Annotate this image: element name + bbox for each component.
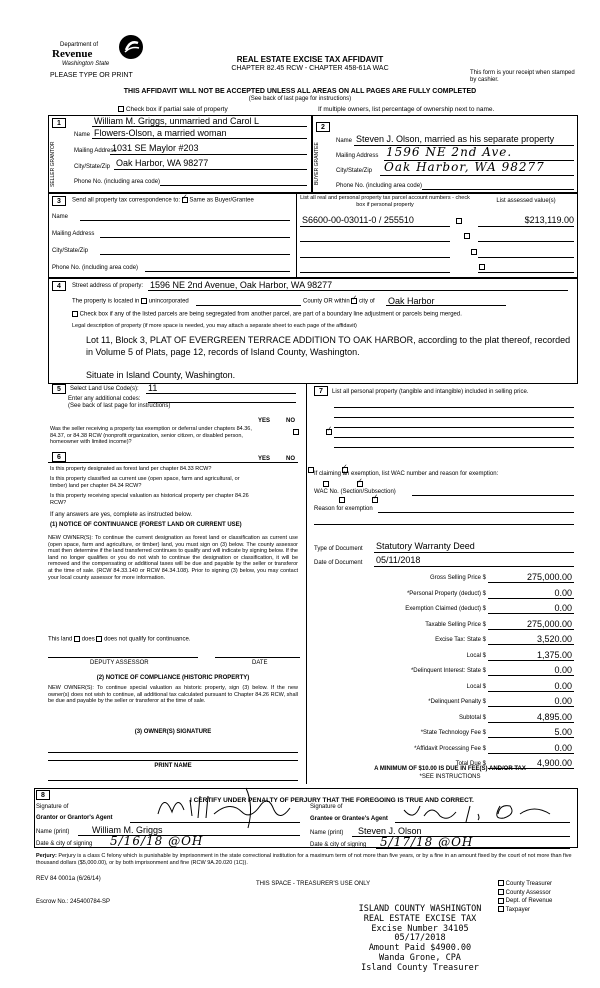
fee-label: Excise Tax: State $ — [435, 637, 486, 643]
section-3-num: 3 — [52, 196, 66, 206]
notice2-title: (2) NOTICE OF COMPLIANCE (HISTORIC PROPERTY) — [96, 675, 250, 681]
seller-city[interactable]: Oak Harbor, WA 98277 — [116, 158, 209, 168]
section-6-num: 6 — [52, 452, 66, 462]
buyer-name-label: Name — [336, 138, 353, 144]
grantor-name-label: Name (print) — [36, 829, 70, 835]
fee-value[interactable]: 0.00 — [554, 665, 572, 675]
section-4-num: 4 — [52, 281, 66, 291]
s6-q2-no[interactable] — [357, 481, 363, 487]
exemption-claim: If claiming an exemption, list WAC number and reason for exemption: — [314, 471, 499, 477]
treasurer-stamp: ISLAND COUNTY WASHINGTON REAL ESTATE EXCISE TAX Excise Number 34105 05/17/2018 Amount Paid $4900.00 Wanda Grone, CPA Island County Treasurer — [358, 904, 482, 973]
fee-label: Local $ — [466, 652, 486, 659]
section-8-num: 8 — [36, 790, 50, 800]
form-title: REAL ESTATE EXCISE TAX AFFIDAVIT — [236, 55, 384, 64]
fee-label: *State Technology Fee $ — [420, 730, 486, 736]
personal-property-label: List all personal property (tangible and intangible) included in selling price. — [332, 389, 529, 395]
s6-q3-yes[interactable] — [339, 497, 345, 503]
legal-description[interactable]: Lot 11, Block 3, PLAT OF EVERGREEN TERRACE ADDITION TO OAK HARBOR, according to the plat thereof, recorded in Volume 5 of Plats, page 12, records of Island County, Washington. — [86, 335, 571, 357]
partial-sale-checkbox[interactable] — [118, 106, 124, 112]
buyer-mailing[interactable]: 1596 NE 2nd Ave. — [386, 145, 513, 159]
wac-label: WAC No. (Section/Subsection) — [314, 489, 396, 495]
fee-label: *Delinquent Penalty $ — [428, 699, 486, 705]
section-7-num: 7 — [314, 386, 328, 396]
notice1-title: (1) NOTICE OF CONTINUANCE (FOREST LAND OR CURRENT USE) — [50, 522, 242, 528]
owner-signature-label: (3) OWNER(S) SIGNATURE — [134, 729, 212, 735]
multiple-owners: If multiple owners, list percentage of ownership next to name. — [318, 106, 495, 113]
grantor-name[interactable]: William M. Griggs — [92, 825, 163, 835]
s6-yes: YES — [258, 456, 271, 462]
parcel-header: List all real and personal property tax parcel account numbers - check box if personal property — [300, 195, 470, 208]
fee-label: Total Due $ — [455, 761, 486, 767]
certify: I CERTIFY UNDER PENALTY OF PERJURY THAT THE FOREGOING IS TRUE AND CORRECT. — [190, 797, 474, 804]
seller-name-line1[interactable]: William M. Griggs, unmarried and Carol L — [94, 116, 260, 126]
fee-value[interactable]: 0.00 — [554, 742, 572, 753]
doc-date-label: Date of Document — [314, 560, 363, 566]
dept-line3: Washington State — [62, 61, 110, 67]
revenue-logo-icon — [118, 34, 144, 60]
situate[interactable]: Situate in Island County, Washington. — [86, 370, 236, 380]
doc-type[interactable]: Statutory Warranty Deed — [376, 541, 475, 551]
legal-label: Legal description of property (if more space is needed, you may attach a separate sheet to each page of the affidavit) — [72, 323, 357, 329]
partial-sale-check[interactable]: Check box if partial sale of property — [118, 106, 228, 114]
this-land: This land does does not qualify for continuance. — [48, 636, 191, 643]
s5-question: Was the seller receiving a property tax exemption or deferral under chapters 84.36, 84.37, or 84.38 RCW (nonprofit organization, senior citizen, or disabled person, homeowner with limited income)? — [50, 426, 252, 446]
deputy-assessor: DEPUTY ASSESSOR — [90, 660, 149, 666]
grantee-name-label: Name (print) — [310, 830, 344, 836]
s5-see-back: (See back of last page for instructions) — [68, 403, 171, 409]
seller-name-label: Name — [74, 132, 91, 138]
perjury: Perjury: Perjury is a class C felony which is punishable by imprisonment in the state correctional institution for a maximum term of not more than five years, or by a fine in an amount fixed by the court of not more than five thousand dollars ($5,000.00), or by both imprisonment and fine (RCW 9A.20.020 (1C)). — [36, 853, 572, 867]
fee-value[interactable]: 0.00 — [554, 696, 572, 706]
buyer-phone-label: Phone No. (including area code) — [336, 183, 423, 189]
parcel-personal-checkbox-1[interactable] — [456, 218, 462, 224]
section-4-box — [48, 278, 578, 384]
assessed-value[interactable]: $213,119.00 — [524, 215, 574, 225]
fee-value[interactable]: 0.00 — [554, 587, 572, 598]
grantor-date-label: Date & city of signing — [36, 841, 93, 847]
please-type: PLEASE TYPE OR PRINT — [50, 72, 133, 79]
s6-q2: Is this property classified as current use (open space, farm and agricultural, or timber) land per chapter 84.34 RCW? — [50, 476, 240, 489]
s3-city-label: City/State/Zip — [52, 248, 89, 254]
fee-label: *Personal Property (deduct) $ — [406, 590, 486, 597]
doc-date[interactable]: 05/11/2018 — [376, 555, 421, 565]
treasurer-only: THIS SPACE - TREASURER'S USE ONLY — [256, 881, 371, 887]
form-chapter: CHAPTER 82.45 RCW - CHAPTER 458-61A WAC — [231, 65, 389, 72]
parcel-number[interactable]: S6600-00-03011-0 / 255510 — [302, 215, 414, 225]
deputy-date: DATE — [252, 660, 268, 666]
grantee-date[interactable]: 5/17/18 @OH — [380, 835, 474, 849]
buyer-side-label: BUYER GRANTEE — [314, 142, 320, 186]
fee-value[interactable]: 4,895.00 — [536, 711, 572, 722]
copy-distribution: County Treasurer County Assessor Dept. of Revenue Taxpayer — [498, 880, 552, 915]
grantor-signature[interactable] — [150, 786, 300, 830]
s5-no: NO — [286, 418, 295, 424]
grantee-name[interactable]: Steven J. Olson — [358, 826, 422, 836]
grantor-sig-label1: Signature of — [36, 804, 69, 810]
see-back: (See back of last page for instructions) — [248, 96, 352, 102]
fee-label: Taxable Selling Price $ — [425, 621, 486, 628]
s6-q2-yes[interactable] — [323, 481, 329, 487]
s3-phone-label: Phone No. (including area code) — [52, 265, 139, 271]
correspondence: Send all property tax correspondence to: ✓ Same as Buyer/Grantee — [72, 197, 254, 205]
seller-phone-label: Phone No. (including area code) — [74, 179, 161, 185]
escrow: Escrow No.: 245400784-SP — [36, 899, 111, 905]
dept-line2: Revenue — [52, 48, 93, 60]
located-in: The property is located in unincorporated — [72, 298, 189, 305]
grantee-date-label: Date & city of signing — [310, 842, 367, 848]
dept-line1: Department of — [60, 42, 99, 48]
minimum-due: A MINIMUM OF $10.00 IS DUE IN FEE(S) AND/OR TAX — [374, 766, 526, 772]
s5-yes-checkbox[interactable] — [293, 429, 299, 435]
land-use-code[interactable]: 11 — [148, 383, 158, 393]
city-of-value[interactable]: Oak Harbor — [388, 296, 435, 306]
fee-label: *Affidavit Processing Fee $ — [414, 745, 486, 752]
fee-value[interactable]: 5.00 — [554, 727, 572, 737]
fee-label: Exemption Claimed (deduct) $ — [405, 606, 486, 612]
buyer-city-label: City/State/Zip — [336, 168, 373, 174]
rev-number: REV 84 0001a (6/26/14) — [36, 876, 101, 882]
fee-value[interactable]: 1,375.00 — [536, 649, 572, 660]
fee-label: Gross Selling Price $ — [429, 575, 486, 581]
s6-no: NO — [286, 456, 295, 462]
fee-label: *Delinquent Interest: State $ — [410, 668, 486, 674]
s3-mailing-label: Mailing Address — [52, 231, 95, 237]
receipt-note: This form is your receipt when stamped by cashier. — [470, 70, 575, 84]
street-address[interactable]: 1596 NE 2nd Avenue, Oak Harbor, WA 98277 — [150, 280, 333, 290]
copy-checkbox-revenue[interactable] — [498, 898, 504, 904]
buyer-city[interactable]: Oak Harbor, WA 98277 — [384, 160, 545, 174]
parcel-personal-checkbox-4[interactable] — [479, 264, 485, 270]
parcel-personal-checkbox-3[interactable] — [471, 249, 477, 255]
notice2-text: NEW OWNER(S): To continue special valuation as historic property, sign (3) below. If the new owner(s) does not wish to continue, all additional tax calculated pursuant to Chapter 84.26 RCW, shall be due and payable by the seller or transferor at the time of sale. — [48, 685, 298, 705]
notice1-text: NEW OWNER(S): To continue the current designation as forest land or classification as current use (open space, farm and agriculture, or timber) land, you must sign on (3) below. The county assessor must then determine if the land transferred continues to qualify and will indicate by signing below. If the land no longer qualifies or you do not wish to continue the designation or classification, it will be removed and the compensating or additional taxes will be due and payable by the seller or transferor at the time of sale. (RCW 84.33.140 or RCW 84.34.108). Prior to signing (3) below, you may contact your local county assessor for more information. — [48, 535, 298, 581]
section-2-num: 2 — [316, 122, 330, 132]
s5-no-checkbox[interactable] — [326, 429, 332, 435]
reason-label: Reason for exemption — [314, 506, 373, 512]
grantee-sig-label2: Grantee or Grantee's Agent — [310, 816, 388, 822]
fee-value[interactable]: 275,000.00 — [526, 618, 572, 629]
s6-q3-no[interactable] — [372, 497, 378, 503]
segregation: Check box if any of the listed parcels are being segregated from another parcel, are part of a boundary line adjustment or parcels being merged. — [72, 311, 572, 319]
fee-value[interactable]: 4,900.00 — [536, 758, 572, 768]
fee-value[interactable]: 275,000.00 — [526, 572, 572, 582]
fee-label: Local $ — [466, 683, 486, 690]
s5-yes: YES — [258, 418, 271, 424]
grantor-sig-label2: Grantor or Grantor's Agent — [36, 815, 113, 821]
see-instructions: *SEE INSTRUCTIONS — [419, 774, 481, 780]
fee-label: Subtotal $ — [458, 714, 486, 721]
fee-value[interactable]: 0.00 — [554, 603, 572, 613]
buyer-name[interactable]: Steven J. Olson, married as his separate property — [356, 134, 555, 144]
fee-value[interactable]: 0.00 — [554, 680, 572, 691]
seller-name-line2[interactable]: Flowers-Olson, a married woman — [94, 128, 227, 138]
segregation-checkbox[interactable] — [72, 311, 78, 317]
seller-mailing-label: Mailing Address — [74, 148, 117, 154]
copy-checkbox-treasurer[interactable] — [498, 880, 504, 886]
copy-checkbox-taxpayer[interactable] — [498, 906, 504, 912]
seller-city-label: City/State/Zip — [74, 164, 111, 170]
section-5-num: 5 — [52, 384, 66, 394]
seller-mailing[interactable]: 1031 SE Maylor #203 — [112, 143, 199, 153]
s3-name-label: Name — [52, 214, 69, 220]
additional-codes: Enter any additional codes: — [68, 396, 141, 402]
grantee-sig-label1: Signature of — [310, 804, 343, 810]
print-name-label: PRINT NAME — [154, 763, 192, 769]
grantor-date[interactable]: 5/16/18 @OH — [110, 834, 204, 848]
s6-q1: Is this property designated as forest land per chapter 84.33 RCW? — [50, 466, 212, 472]
street-label: Street address of property: — [72, 283, 144, 289]
s6-q3: Is this property receiving special valuation as historical property per chapter 84.26 RCW? — [50, 493, 249, 506]
city-of-checkbox[interactable] — [351, 298, 357, 304]
county-or-within: County OR within ✓ city of — [303, 298, 375, 306]
s6-if-yes: If any answers are yes, complete as instructed below. — [50, 512, 193, 518]
does-checkbox[interactable] — [74, 636, 80, 642]
land-use-label: Select Land Use Code(s): — [70, 386, 139, 392]
seller-side-label: SELLER GRANTOR — [50, 141, 56, 187]
section-1-num: 1 — [52, 118, 66, 128]
assessed-header: List assessed value(s) — [496, 198, 556, 204]
unincorporated-checkbox[interactable] — [141, 298, 147, 304]
parcel-personal-checkbox-2[interactable] — [464, 233, 470, 239]
copy-checkbox-assessor[interactable] — [498, 889, 504, 895]
buyer-mailing-label: Mailing Address — [336, 153, 379, 159]
fee-value[interactable]: 3,520.00 — [536, 634, 572, 644]
warning: THIS AFFIDAVIT WILL NOT BE ACCEPTED UNLESS ALL AREAS ON ALL PAGES ARE FULLY COMPLETED — [123, 88, 477, 95]
does-not-checkbox[interactable] — [96, 636, 102, 642]
doc-type-label: Type of Document — [314, 546, 363, 552]
same-as-buyer-checkbox[interactable] — [182, 197, 188, 203]
